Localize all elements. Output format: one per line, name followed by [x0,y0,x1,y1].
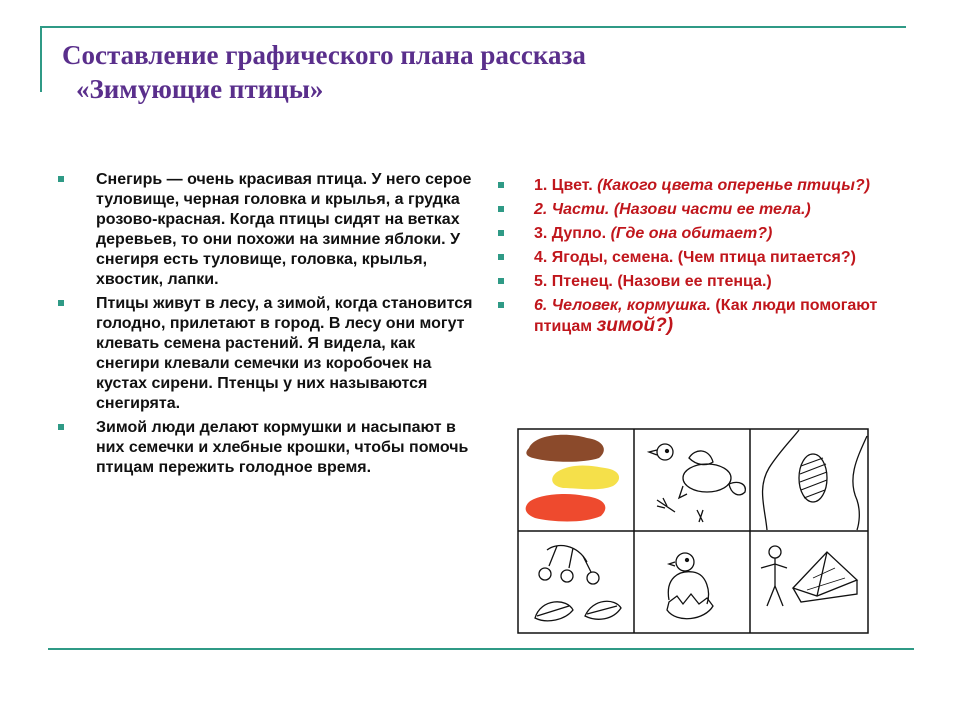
frame-top-line [40,26,906,28]
berries-seeds-icon [535,546,621,621]
bullet-icon [58,424,64,430]
page-title [62,38,586,106]
bird-parts-icon [649,444,745,522]
bullet-icon [58,300,64,306]
bullet-icon [498,182,504,188]
graphic-plan-grid [517,428,869,634]
plan-item-4: 4. Ягоды, семена. (Чем птица питается?) [498,248,898,268]
frame-bottom-line [48,648,914,650]
story-paragraph-1: Снегирь — очень красивая птица. У него серое туловище, черная головка и крылья, а грудка розово-красная. Когда птицы сидят на ветках деревьев, то они похожи на зимние яблоки. У снегиря есть туловище, головка, крылья, хвостик, лапки. [58,170,478,290]
title-line-1: Составление графического плана рассказа [62,40,586,70]
red-swatch [526,494,606,522]
bullet-icon [498,302,504,308]
story-column [58,170,478,482]
story-paragraph-3: Зимой люди делают кормушки и насыпают в них семечки и хлебные крошки, чтобы помочь птицам пережить голодное время. [58,418,478,478]
plan-item-2: 2. Части. (Назови части ее тела.) [498,200,898,220]
plan-item-5: 5. Птенец. (Назови ее птенца.) [498,272,898,292]
brown-swatch [526,435,604,462]
bullet-icon [498,206,504,212]
story-paragraph-2: Птицы живут в лесу, а зимой, когда становится голодно, прилетают в город. В лесу они могут клевать семена растений. Я видела, как снегири клевали семечки из коробочек на кустах сирени. Птенцы у них называются снегирята. [58,294,478,414]
plan-item-1: 1. Цвет. (Какого цвета оперенье птицы?) [498,176,898,196]
plan-item-6: 6. Человек, кормушка. (Как люди помогают птицам зимой?) [498,296,898,337]
person-feeder-icon [761,546,857,606]
yellow-swatch [552,466,619,490]
plan-column [498,176,898,341]
frame-left-line [40,26,42,92]
chick-icon [667,553,713,619]
bullet-icon [58,176,64,182]
bullet-icon [498,278,504,284]
plan-item-3: 3. Дупло. (Где она обитает?) [498,224,898,244]
title-line-2: «Зимующие птицы» [76,74,324,104]
bullet-icon [498,230,504,236]
bullet-icon [498,254,504,260]
tree-hollow-icon [763,430,867,530]
color-swatches-icon [526,435,619,522]
